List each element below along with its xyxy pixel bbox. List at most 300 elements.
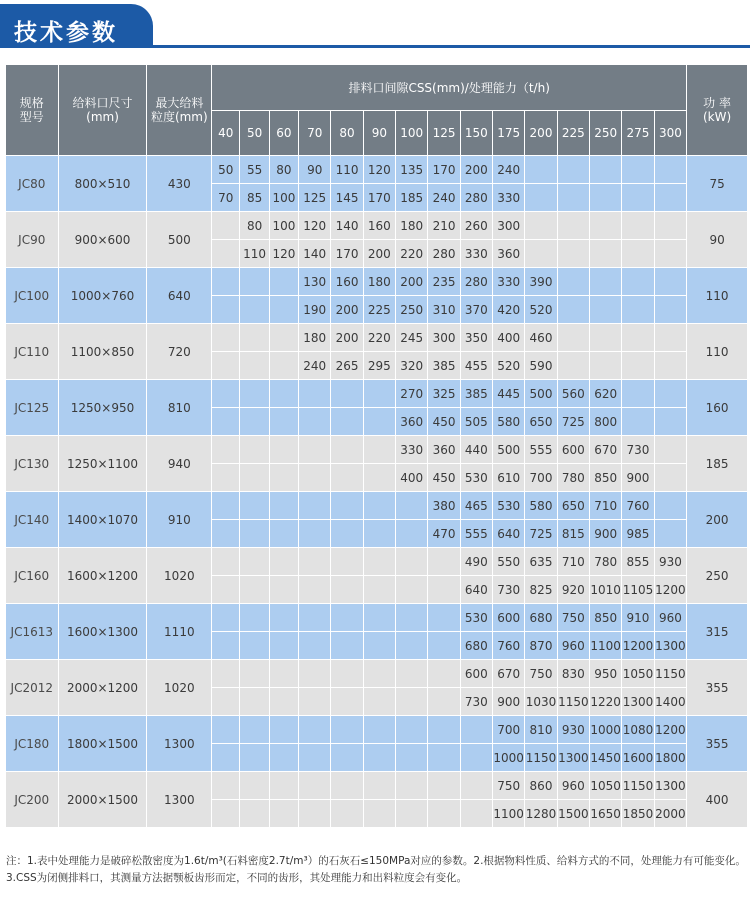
capacity-cell (331, 576, 363, 604)
capacity-cell (557, 156, 589, 184)
capacity-cell (240, 464, 269, 492)
capacity-cell (363, 660, 395, 688)
capacity-cell: 1050 (622, 660, 654, 688)
capacity-cell (396, 492, 428, 520)
capacity-cell (269, 380, 298, 408)
capacity-cell: 1800 (654, 744, 687, 772)
capacity-cell: 580 (493, 408, 525, 436)
capacity-cell: 780 (590, 548, 622, 576)
capacity-cell: 985 (622, 520, 654, 548)
capacity-cell: 1220 (590, 688, 622, 716)
capacity-cell (212, 352, 240, 380)
power-cell: 160 (687, 380, 748, 436)
capacity-cell: 1400 (654, 688, 687, 716)
capacity-cell: 600 (557, 436, 589, 464)
capacity-cell (269, 548, 298, 576)
capacity-cell: 80 (269, 156, 298, 184)
capacity-cell (428, 576, 460, 604)
capacity-cell (363, 688, 395, 716)
capacity-cell (299, 436, 331, 464)
capacity-cell: 450 (428, 408, 460, 436)
capacity-cell (269, 464, 298, 492)
capacity-cell: 280 (428, 240, 460, 268)
capacity-cell: 825 (525, 576, 557, 604)
power-cell: 75 (687, 156, 748, 212)
capacity-cell (212, 660, 240, 688)
capacity-cell (557, 324, 589, 352)
capacity-cell: 55 (240, 156, 269, 184)
capacity-cell (622, 352, 654, 380)
capacity-cell (428, 716, 460, 744)
power-cell: 355 (687, 716, 748, 772)
capacity-cell: 710 (590, 492, 622, 520)
max-feed-cell: 1300 (147, 772, 212, 828)
capacity-cell (622, 268, 654, 296)
capacity-cell (240, 296, 269, 324)
capacity-cell: 280 (460, 184, 492, 212)
capacity-cell (331, 436, 363, 464)
power-cell: 400 (687, 772, 748, 828)
capacity-cell (269, 716, 298, 744)
capacity-cell: 1300 (622, 688, 654, 716)
capacity-cell: 465 (460, 492, 492, 520)
capacity-cell: 385 (428, 352, 460, 380)
capacity-cell (428, 688, 460, 716)
header-feed-opening: 给料口尺寸 (mm) (58, 65, 147, 156)
capacity-cell (240, 548, 269, 576)
capacity-cell: 900 (622, 464, 654, 492)
capacity-cell (654, 520, 687, 548)
capacity-cell (299, 464, 331, 492)
feed-opening-cell: 2000×1500 (58, 772, 147, 828)
capacity-cell (299, 548, 331, 576)
capacity-cell: 330 (396, 436, 428, 464)
capacity-cell: 530 (460, 464, 492, 492)
capacity-cell: 960 (557, 632, 589, 660)
feed-opening-cell: 1000×760 (58, 268, 147, 324)
capacity-cell: 360 (428, 436, 460, 464)
capacity-cell: 600 (493, 604, 525, 632)
css-column-header: 200 (525, 111, 557, 156)
css-column-header: 80 (331, 111, 363, 156)
capacity-cell (331, 548, 363, 576)
capacity-cell (590, 352, 622, 380)
power-cell: 110 (687, 268, 748, 324)
capacity-cell (240, 772, 269, 800)
capacity-cell (212, 716, 240, 744)
capacity-cell (363, 408, 395, 436)
max-feed-cell: 940 (147, 436, 212, 492)
capacity-cell: 670 (493, 660, 525, 688)
capacity-cell: 2000 (654, 800, 687, 828)
capacity-cell: 200 (363, 240, 395, 268)
capacity-cell: 310 (428, 296, 460, 324)
capacity-cell (363, 436, 395, 464)
capacity-cell: 490 (460, 548, 492, 576)
table-row (6, 268, 748, 296)
capacity-cell: 220 (363, 324, 395, 352)
capacity-cell: 850 (590, 604, 622, 632)
header-model: 规格 型号 (6, 65, 59, 156)
capacity-cell (212, 548, 240, 576)
table-row (6, 212, 748, 240)
capacity-cell: 555 (460, 520, 492, 548)
spec-table (5, 64, 748, 828)
capacity-cell (460, 744, 492, 772)
capacity-cell: 100 (269, 184, 298, 212)
capacity-cell (331, 632, 363, 660)
capacity-cell: 360 (396, 408, 428, 436)
capacity-cell: 1200 (654, 576, 687, 604)
capacity-cell: 50 (212, 156, 240, 184)
capacity-cell (396, 772, 428, 800)
capacity-cell: 1300 (654, 772, 687, 800)
capacity-cell (654, 324, 687, 352)
capacity-cell: 680 (525, 604, 557, 632)
capacity-cell: 560 (557, 380, 589, 408)
capacity-cell (269, 324, 298, 352)
capacity-cell: 330 (493, 268, 525, 296)
capacity-cell (557, 268, 589, 296)
capacity-cell: 420 (493, 296, 525, 324)
capacity-cell (654, 408, 687, 436)
capacity-cell (363, 800, 395, 828)
capacity-cell: 180 (299, 324, 331, 352)
feed-opening-cell: 1250×1100 (58, 436, 147, 492)
capacity-cell: 1080 (622, 716, 654, 744)
capacity-cell (396, 632, 428, 660)
capacity-cell: 930 (654, 548, 687, 576)
capacity-cell: 1100 (493, 800, 525, 828)
capacity-cell (590, 184, 622, 212)
capacity-cell (622, 324, 654, 352)
capacity-cell (331, 604, 363, 632)
power-cell: 250 (687, 548, 748, 604)
capacity-cell (525, 156, 557, 184)
max-feed-cell: 500 (147, 212, 212, 268)
capacity-cell: 635 (525, 548, 557, 576)
css-column-header: 70 (299, 111, 331, 156)
capacity-cell (269, 604, 298, 632)
capacity-cell: 200 (331, 324, 363, 352)
capacity-cell: 90 (299, 156, 331, 184)
capacity-cell: 100 (269, 212, 298, 240)
table-row (6, 156, 748, 184)
capacity-cell: 1030 (525, 688, 557, 716)
feed-opening-cell: 900×600 (58, 212, 147, 268)
capacity-cell (212, 576, 240, 604)
capacity-cell: 750 (557, 604, 589, 632)
capacity-cell (299, 576, 331, 604)
capacity-cell: 505 (460, 408, 492, 436)
capacity-cell: 130 (299, 268, 331, 296)
capacity-cell (363, 744, 395, 772)
capacity-cell (240, 436, 269, 464)
capacity-cell: 265 (331, 352, 363, 380)
capacity-cell (557, 240, 589, 268)
max-feed-cell: 1300 (147, 716, 212, 772)
capacity-cell (331, 688, 363, 716)
capacity-cell (331, 772, 363, 800)
capacity-cell (557, 212, 589, 240)
capacity-cell: 1850 (622, 800, 654, 828)
max-feed-cell: 720 (147, 324, 212, 380)
capacity-cell (654, 380, 687, 408)
capacity-cell (299, 408, 331, 436)
capacity-cell: 680 (460, 632, 492, 660)
capacity-cell: 1010 (590, 576, 622, 604)
capacity-cell (240, 324, 269, 352)
capacity-cell: 920 (557, 576, 589, 604)
capacity-cell: 370 (460, 296, 492, 324)
capacity-cell (396, 520, 428, 548)
table-row (6, 324, 748, 352)
capacity-cell: 300 (428, 324, 460, 352)
capacity-cell (269, 576, 298, 604)
capacity-cell: 200 (460, 156, 492, 184)
title-tab (0, 4, 153, 48)
section-title: 技术参数 (14, 20, 118, 46)
capacity-cell (240, 800, 269, 828)
capacity-cell: 170 (331, 240, 363, 268)
capacity-cell (240, 744, 269, 772)
table-row (6, 436, 748, 464)
capacity-cell: 710 (557, 548, 589, 576)
css-column-header: 275 (622, 111, 654, 156)
capacity-cell: 185 (396, 184, 428, 212)
model-cell: JC160 (6, 548, 59, 604)
capacity-cell (654, 240, 687, 268)
capacity-cell: 260 (460, 212, 492, 240)
capacity-cell (396, 660, 428, 688)
capacity-cell (396, 800, 428, 828)
capacity-cell: 530 (493, 492, 525, 520)
capacity-cell: 250 (396, 296, 428, 324)
feed-opening-cell: 1600×1300 (58, 604, 147, 660)
capacity-cell (269, 352, 298, 380)
feed-opening-cell: 1250×950 (58, 380, 147, 436)
capacity-cell: 815 (557, 520, 589, 548)
capacity-cell (396, 716, 428, 744)
model-cell: JC125 (6, 380, 59, 436)
table-row (6, 492, 748, 520)
capacity-cell (212, 520, 240, 548)
capacity-cell (331, 380, 363, 408)
capacity-cell: 85 (240, 184, 269, 212)
capacity-cell: 780 (557, 464, 589, 492)
capacity-cell (240, 408, 269, 436)
capacity-cell: 360 (493, 240, 525, 268)
capacity-cell: 640 (493, 520, 525, 548)
capacity-cell (428, 660, 460, 688)
capacity-cell: 700 (493, 716, 525, 744)
capacity-cell: 1000 (590, 716, 622, 744)
capacity-cell: 390 (525, 268, 557, 296)
capacity-cell: 1300 (654, 632, 687, 660)
capacity-cell (240, 576, 269, 604)
capacity-cell (212, 436, 240, 464)
feed-opening-cell: 1800×1500 (58, 716, 147, 772)
capacity-cell (428, 548, 460, 576)
capacity-cell (525, 240, 557, 268)
model-cell: JC100 (6, 268, 59, 324)
power-cell: 315 (687, 604, 748, 660)
capacity-cell: 350 (460, 324, 492, 352)
capacity-cell: 1500 (557, 800, 589, 828)
capacity-cell: 180 (363, 268, 395, 296)
capacity-cell (269, 408, 298, 436)
capacity-cell: 455 (460, 352, 492, 380)
css-column-header: 125 (428, 111, 460, 156)
capacity-cell (460, 716, 492, 744)
max-feed-cell: 1020 (147, 548, 212, 604)
capacity-cell (212, 744, 240, 772)
capacity-cell (269, 744, 298, 772)
capacity-cell (299, 716, 331, 744)
max-feed-cell: 910 (147, 492, 212, 548)
capacity-cell: 200 (396, 268, 428, 296)
capacity-cell: 120 (299, 212, 331, 240)
capacity-cell (654, 184, 687, 212)
capacity-cell: 110 (240, 240, 269, 268)
title-banner (0, 0, 750, 52)
capacity-cell (622, 380, 654, 408)
model-cell: JC80 (6, 156, 59, 212)
capacity-cell: 470 (428, 520, 460, 548)
capacity-cell: 380 (428, 492, 460, 520)
capacity-cell: 120 (363, 156, 395, 184)
capacity-cell (331, 492, 363, 520)
capacity-cell (212, 604, 240, 632)
capacity-cell: 500 (493, 436, 525, 464)
capacity-cell: 400 (396, 464, 428, 492)
capacity-cell (212, 688, 240, 716)
capacity-cell (363, 520, 395, 548)
capacity-cell (331, 464, 363, 492)
table-row (6, 772, 748, 800)
capacity-cell (363, 604, 395, 632)
capacity-cell: 320 (396, 352, 428, 380)
capacity-cell (331, 744, 363, 772)
capacity-cell (299, 800, 331, 828)
max-feed-cell: 1110 (147, 604, 212, 660)
capacity-cell: 460 (525, 324, 557, 352)
capacity-cell: 600 (460, 660, 492, 688)
capacity-cell: 1150 (557, 688, 589, 716)
capacity-cell: 450 (428, 464, 460, 492)
capacity-cell (428, 800, 460, 828)
capacity-cell (557, 296, 589, 324)
capacity-cell: 1600 (622, 744, 654, 772)
header-capacity-group: 排料口间隙CSS(mm)/处理能力（t/h) (212, 65, 687, 111)
css-column-header: 40 (212, 111, 240, 156)
capacity-cell: 235 (428, 268, 460, 296)
capacity-cell (299, 632, 331, 660)
capacity-cell (240, 660, 269, 688)
capacity-cell (363, 772, 395, 800)
capacity-cell (299, 660, 331, 688)
capacity-cell (654, 464, 687, 492)
capacity-cell (654, 492, 687, 520)
capacity-cell: 210 (428, 212, 460, 240)
feed-opening-cell: 800×510 (58, 156, 147, 212)
model-cell: JC130 (6, 436, 59, 492)
capacity-cell (557, 184, 589, 212)
css-column-header: 100 (396, 111, 428, 156)
capacity-cell: 200 (331, 296, 363, 324)
capacity-cell (396, 688, 428, 716)
capacity-cell (428, 632, 460, 660)
capacity-cell: 650 (557, 492, 589, 520)
capacity-cell (622, 212, 654, 240)
css-column-header: 60 (269, 111, 298, 156)
capacity-cell: 70 (212, 184, 240, 212)
capacity-cell: 1650 (590, 800, 622, 828)
capacity-cell (363, 464, 395, 492)
capacity-cell (590, 296, 622, 324)
capacity-cell (269, 688, 298, 716)
capacity-cell (622, 408, 654, 436)
capacity-cell: 650 (525, 408, 557, 436)
capacity-cell (428, 772, 460, 800)
capacity-cell (363, 380, 395, 408)
capacity-cell (269, 296, 298, 324)
capacity-cell (590, 212, 622, 240)
capacity-cell: 620 (590, 380, 622, 408)
capacity-cell: 295 (363, 352, 395, 380)
capacity-cell: 120 (269, 240, 298, 268)
capacity-cell: 1150 (525, 744, 557, 772)
capacity-cell (212, 268, 240, 296)
power-cell: 185 (687, 436, 748, 492)
capacity-cell (525, 212, 557, 240)
capacity-cell (212, 632, 240, 660)
capacity-cell (212, 492, 240, 520)
capacity-cell: 270 (396, 380, 428, 408)
capacity-cell (269, 800, 298, 828)
capacity-cell (331, 520, 363, 548)
capacity-cell: 640 (460, 576, 492, 604)
capacity-cell (269, 520, 298, 548)
capacity-cell (212, 240, 240, 268)
capacity-cell (240, 520, 269, 548)
capacity-cell: 760 (493, 632, 525, 660)
capacity-cell: 750 (493, 772, 525, 800)
capacity-cell: 1100 (590, 632, 622, 660)
capacity-cell (363, 716, 395, 744)
capacity-cell: 800 (590, 408, 622, 436)
capacity-cell (212, 464, 240, 492)
capacity-cell: 520 (525, 296, 557, 324)
power-cell: 200 (687, 492, 748, 548)
capacity-cell: 440 (460, 436, 492, 464)
capacity-cell: 520 (493, 352, 525, 380)
capacity-cell (299, 744, 331, 772)
capacity-cell (622, 156, 654, 184)
css-column-header: 300 (654, 111, 687, 156)
capacity-cell: 1450 (590, 744, 622, 772)
capacity-cell: 330 (493, 184, 525, 212)
spec-table-body (6, 156, 748, 828)
capacity-cell: 240 (428, 184, 460, 212)
capacity-cell: 240 (299, 352, 331, 380)
capacity-cell: 170 (363, 184, 395, 212)
feed-opening-cell: 2000×1200 (58, 660, 147, 716)
capacity-cell: 870 (525, 632, 557, 660)
capacity-cell: 860 (525, 772, 557, 800)
capacity-cell: 610 (493, 464, 525, 492)
capacity-cell (590, 268, 622, 296)
